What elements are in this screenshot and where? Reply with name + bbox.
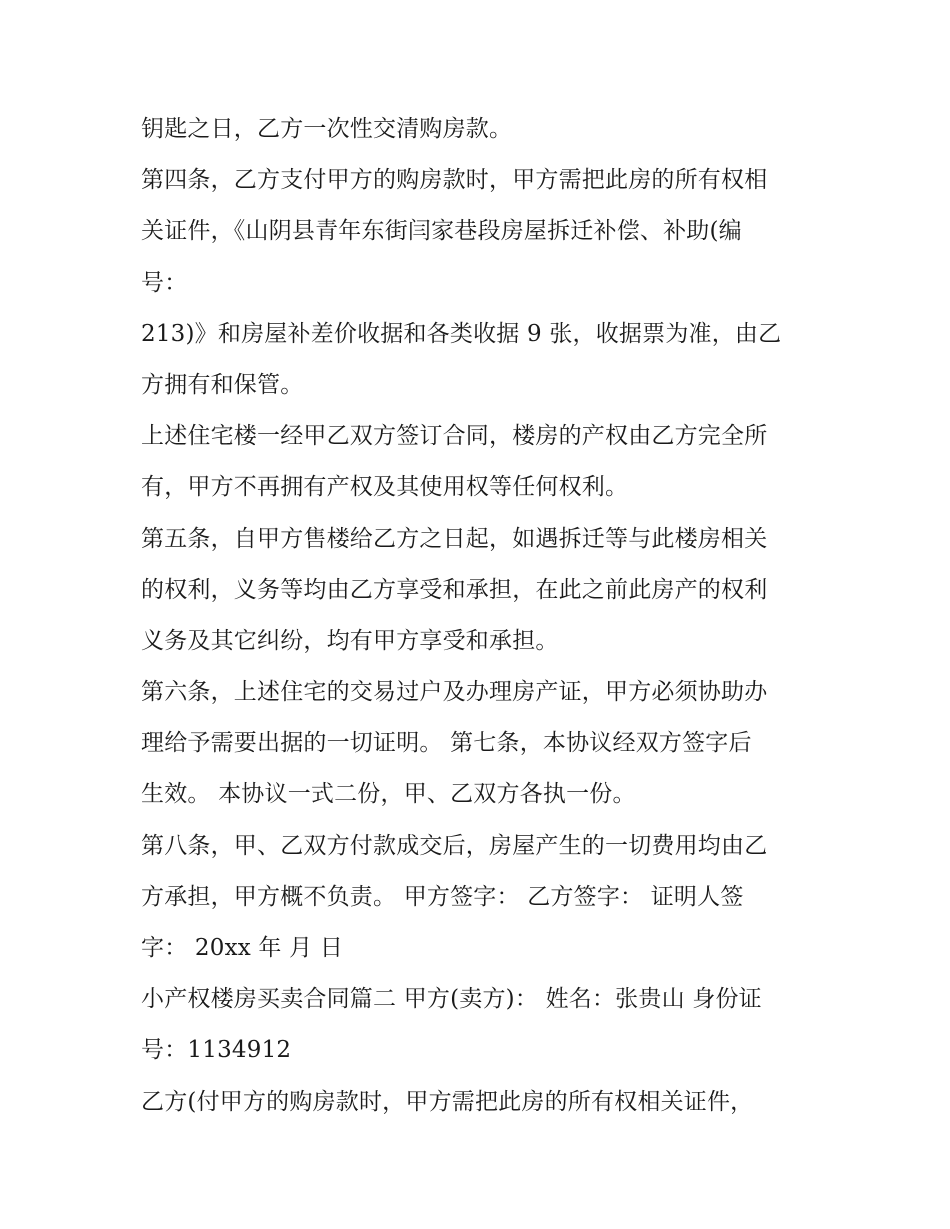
text-line: 关证件，《山阴县青年东街闫家巷段房屋拆迁补偿、补助(编 <box>141 218 742 245</box>
text-line: 第五条，自甲方售楼给乙方之日起，如遇拆迁等与此楼房相关 <box>141 525 768 552</box>
contract-text <box>141 104 821 1128</box>
text-line: 第六条，上述住宅的交易过户及办理房产证，甲方必须协助办 <box>141 679 768 706</box>
text-line: 第八条，甲、乙双方付款成交后，房屋产生的一切费用均由乙 <box>141 832 768 859</box>
text-line: 213)》和房屋补差价收据和各类收据 9 张，收据票为准，由乙 <box>141 320 782 347</box>
text-line: 方拥有和保管。 <box>141 371 304 398</box>
text-line: 钥匙之日，乙方一次性交清购房款。 <box>141 116 513 142</box>
text-line: 的权利，义务等均由乙方享受和承担，在此之前此房产的权利 <box>141 576 768 603</box>
text-line: 字： 20xx 年 月 日 <box>141 935 344 961</box>
text-line: 上述住宅楼一经甲乙双方签订合同，楼房的产权由乙方完全所 <box>141 423 768 450</box>
text-line: 义务及其它纠纷，均有甲方享受和承担。 <box>141 627 559 654</box>
text-line: 第四条，乙方支付甲方的购房款时，甲方需把此房的所有权相 <box>141 167 768 194</box>
text-line: 号： <box>141 269 188 296</box>
text-line: 生效。 本协议一式二份，甲、乙双方各执一份。 <box>141 781 636 808</box>
text-line: 有，甲方不再拥有产权及其使用权等任何权利。 <box>141 474 629 501</box>
text-line: 方承担，甲方概不负责。 甲方签字： 乙方签字： 证明人签 <box>141 883 744 910</box>
text-line: 乙方(付甲方的购房款时，甲方需把此房的所有权相关证件， <box>141 1088 754 1115</box>
text-line: 理给予需要出据的一切证明。 第七条，本协议经双方签字后 <box>141 730 752 757</box>
text-line: 号：1134912 <box>141 1037 292 1064</box>
text-line: 小产权楼房买卖合同篇二 甲方(卖方)： 姓名：张贵山 身份证 <box>141 986 762 1013</box>
